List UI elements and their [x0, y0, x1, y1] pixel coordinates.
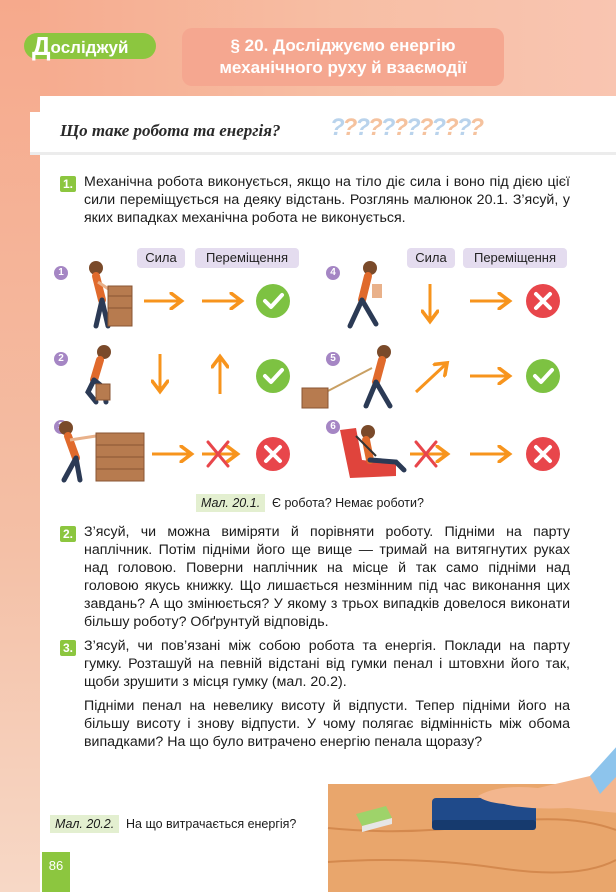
case6-cross-icon: [526, 437, 560, 471]
figure2-caption-text: На що витрачається енергія?: [126, 817, 297, 831]
case2-illustration: [88, 345, 111, 402]
case5-check-icon: [526, 359, 560, 393]
case6-illustration: [340, 425, 404, 478]
case3-displacement-arrow-crossed: [202, 442, 236, 466]
task2-number: 2.: [60, 526, 76, 542]
case6-force-arrow-crossed: [410, 442, 446, 466]
page-number: 86: [42, 852, 70, 892]
case-number: 4: [326, 266, 340, 280]
case-number: 2: [54, 352, 68, 366]
force-header-left: Сила: [137, 248, 185, 268]
case4-illustration: [350, 261, 382, 326]
figure1-caption-label: Мал. 20.1.: [196, 494, 265, 512]
case-number: 5: [326, 352, 340, 366]
case5-illustration: [302, 345, 391, 408]
page-title-line2: механічного руху й взаємодії: [219, 58, 467, 77]
case1-check-icon: [256, 284, 290, 318]
case4-cross-icon: [526, 284, 560, 318]
case1-illustration: [89, 261, 132, 326]
question-marks-icon: ????????????: [330, 114, 483, 141]
section-label: Досліджуй: [24, 33, 156, 59]
case3-illustration: [59, 421, 144, 481]
figure2-caption-label: Мал. 20.2.: [50, 815, 119, 833]
task3-text1: З’ясуй, чи пов’язані між собою робота та енергія. Поклади на парту гумку. Розташуй на певній відстані від гумки пенал і штовхни його так, щоби зрушити з місця гумку (мал. 20.2).: [84, 638, 570, 690]
figure-20-2: [328, 784, 616, 892]
section-title: Що таке робота та енергія?: [60, 121, 281, 140]
case3-cross-icon: [256, 437, 290, 471]
page-title-line1: § 20. Досліджуємо енергію: [230, 36, 456, 55]
task1-text: Механічна робота виконується, якщо на тіло діє сила і воно під дією цієї сили переміщується на деяку відстань. Розглянь малюнок 20.1. З’ясуй, у яких випадках механічна робота не виконується.: [84, 174, 570, 226]
task2-text: З’ясуй, чи можна виміряти й порівняти роботу. Підніми на парту наплічник. Потім підніми його ще вище — тримай на витягнутих руках над головою. Поверни наплічник на місце й так само підніми над головою якусь книжку. Що лишається незмінним під час виконання цих завдань? А що змінюється? У якому з трьох випадків довелося виконати більшу роботу? Обґрунтуй відповідь.: [84, 524, 570, 630]
displacement-header-right: Переміщення: [463, 248, 567, 268]
task3-number: 3.: [60, 640, 76, 656]
case2-check-icon: [256, 359, 290, 393]
case-number: 6: [326, 420, 340, 434]
case5-force-arrow: [416, 364, 446, 392]
displacement-header-left: Переміщення: [195, 248, 299, 268]
case-number: 1: [54, 266, 68, 280]
force-header-right: Сила: [407, 248, 455, 268]
figure1-caption-text: Є робота? Немає роботи?: [272, 496, 424, 510]
task3-text2: Підніми пенал на невелику висоту й відпусти. Тепер підніми його на більшу висоту і знову відпусти. У чому полягає відмінність між обома випадками? На що було витрачено енергію пенала щоразу?: [84, 698, 570, 750]
task1-number: 1.: [60, 176, 76, 192]
